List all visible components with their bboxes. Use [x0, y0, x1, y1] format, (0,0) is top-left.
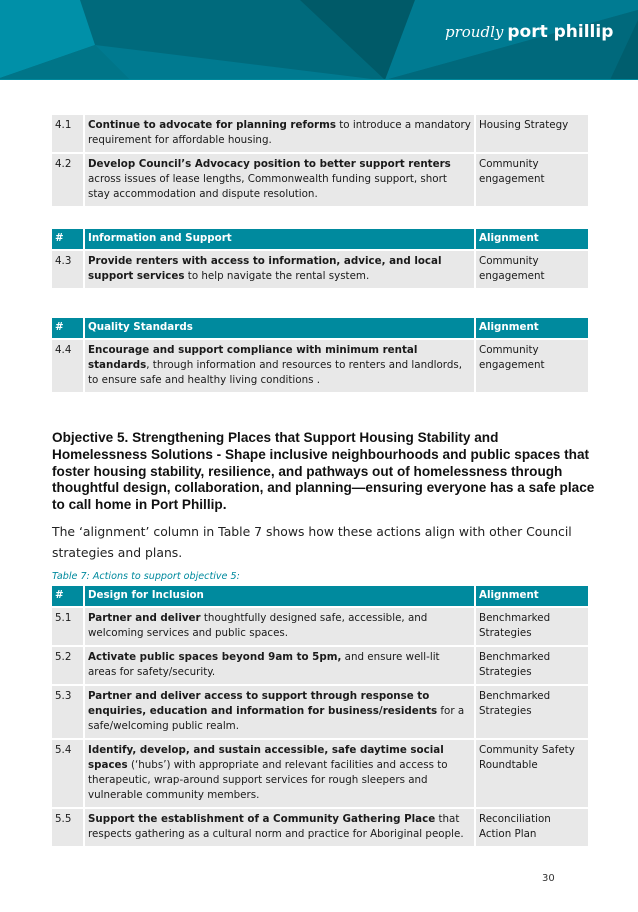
action-text: (‘hubs’) with appropriate and relevant facilities and access to therapeutic, wrap-around support services for rough sleepers and vulnerable community members. — [88, 759, 448, 801]
action-title: Support the establishment of a Community Gathering Place — [88, 813, 436, 825]
action-text: to introduce a mandatory requirement for affordable housing. — [88, 119, 471, 146]
action-title: Identify, develop, and sustain accessible, safe daytime social spaces — [88, 744, 444, 771]
action-number: 5.1 — [52, 607, 84, 646]
table-row — [52, 685, 588, 739]
intro-paragraph: The ‘alignment’ column in Table 7 shows how these actions align with other Council strategies and plans. — [52, 524, 572, 560]
table-header-row — [52, 586, 588, 607]
action-alignment: Community engagement — [475, 339, 588, 392]
action-title: Develop Council’s Advocacy position to better support renters — [88, 158, 451, 170]
action-description — [84, 739, 475, 808]
action-text: for a safe/welcoming public realm. — [88, 705, 465, 732]
action-number: 4.4 — [52, 339, 84, 392]
column-header-category: Information and Support — [84, 229, 475, 250]
action-alignment: Benchmarked Strategies — [475, 607, 588, 646]
action-alignment: Reconciliation Action Plan — [475, 808, 588, 846]
action-number: 5.2 — [52, 646, 84, 685]
table-row — [52, 739, 588, 808]
column-header-number: # — [52, 318, 84, 339]
action-number: 4.1 — [52, 114, 84, 153]
column-header-number: # — [52, 586, 84, 607]
table-row — [52, 646, 588, 685]
action-description — [84, 250, 475, 288]
action-description — [84, 153, 475, 206]
action-number: 4.2 — [52, 153, 84, 206]
action-alignment: Community Safety Roundtable — [475, 739, 588, 808]
actions-table-advocacy — [52, 113, 588, 206]
action-alignment: Community engagement — [475, 153, 588, 206]
action-number: 5.4 — [52, 739, 84, 808]
action-description — [84, 339, 475, 392]
brand-script: proudly — [445, 23, 504, 41]
action-title: Continue to advocate for planning reforms — [88, 119, 336, 131]
action-number: 5.5 — [52, 808, 84, 846]
action-description — [84, 685, 475, 739]
action-description — [84, 607, 475, 646]
actions-table-information-support — [52, 229, 588, 288]
action-description — [84, 114, 475, 153]
table-row — [52, 607, 588, 646]
action-description — [84, 646, 475, 685]
column-header-number: # — [52, 229, 84, 250]
brand-logo — [445, 22, 613, 42]
action-text: that respects gathering as a cultural norm and practice for Aboriginal people. — [88, 813, 464, 840]
brand-name: port phillip — [507, 22, 614, 42]
action-title: Provide renters with access to information, advice, and local support services — [88, 255, 442, 282]
column-header-alignment: Alignment — [475, 229, 588, 250]
actions-table-quality-standards — [52, 318, 588, 392]
column-header-alignment: Alignment — [475, 318, 588, 339]
table-row — [52, 808, 588, 846]
action-text: and ensure well-lit areas for safety/security. — [88, 651, 440, 678]
column-header-alignment: Alignment — [475, 586, 588, 607]
action-title: Partner and deliver access to support through response to enquiries, education and information for business/residents — [88, 690, 438, 717]
action-alignment: Benchmarked Strategies — [475, 685, 588, 739]
table-row — [52, 339, 588, 392]
page-number: 30 — [542, 873, 555, 884]
action-number: 5.3 — [52, 685, 84, 739]
action-number: 4.3 — [52, 250, 84, 288]
action-title: Encourage and support compliance with minimum rental standards — [88, 344, 418, 371]
header-banner — [0, 0, 638, 80]
objective-heading: Objective 5. Strengthening Places that Support Housing Stability and Homelessness Solutions - Shape inclusive neighbourhoods and public spaces that foster housing stability, resilience, and pathways out of homelessness through thoughtful design, collaboration, and planning—ensuring everyone has a safe place to call home in Port Phillip. — [52, 430, 595, 513]
table-header-row — [52, 318, 588, 339]
column-header-category: Quality Standards — [84, 318, 475, 339]
action-text: thoughtfully designed safe, accessible, and welcoming services and public spaces. — [88, 612, 428, 639]
action-title: Partner and deliver — [88, 612, 201, 624]
actions-table-design-inclusion — [52, 586, 588, 846]
table-row — [52, 114, 588, 153]
table-caption: Table 7: Actions to support objective 5: — [52, 571, 240, 582]
action-alignment: Community engagement — [475, 250, 588, 288]
table-row — [52, 250, 588, 288]
action-alignment: Housing Strategy — [475, 114, 588, 153]
action-description — [84, 808, 475, 846]
action-title: Activate public spaces beyond 9am to 5pm, — [88, 651, 342, 663]
column-header-category: Design for Inclusion — [84, 586, 475, 607]
action-alignment: Benchmarked Strategies — [475, 646, 588, 685]
action-text: , through information and resources to renters and landlords, to ensure safe and healthy living conditions . — [88, 359, 463, 386]
table-row — [52, 153, 588, 206]
action-text: to help navigate the rental system. — [184, 270, 370, 282]
action-text: across issues of lease lengths, Commonwealth funding support, short stay accommodation and dispute resolution. — [88, 173, 447, 200]
table-header-row — [52, 229, 588, 250]
